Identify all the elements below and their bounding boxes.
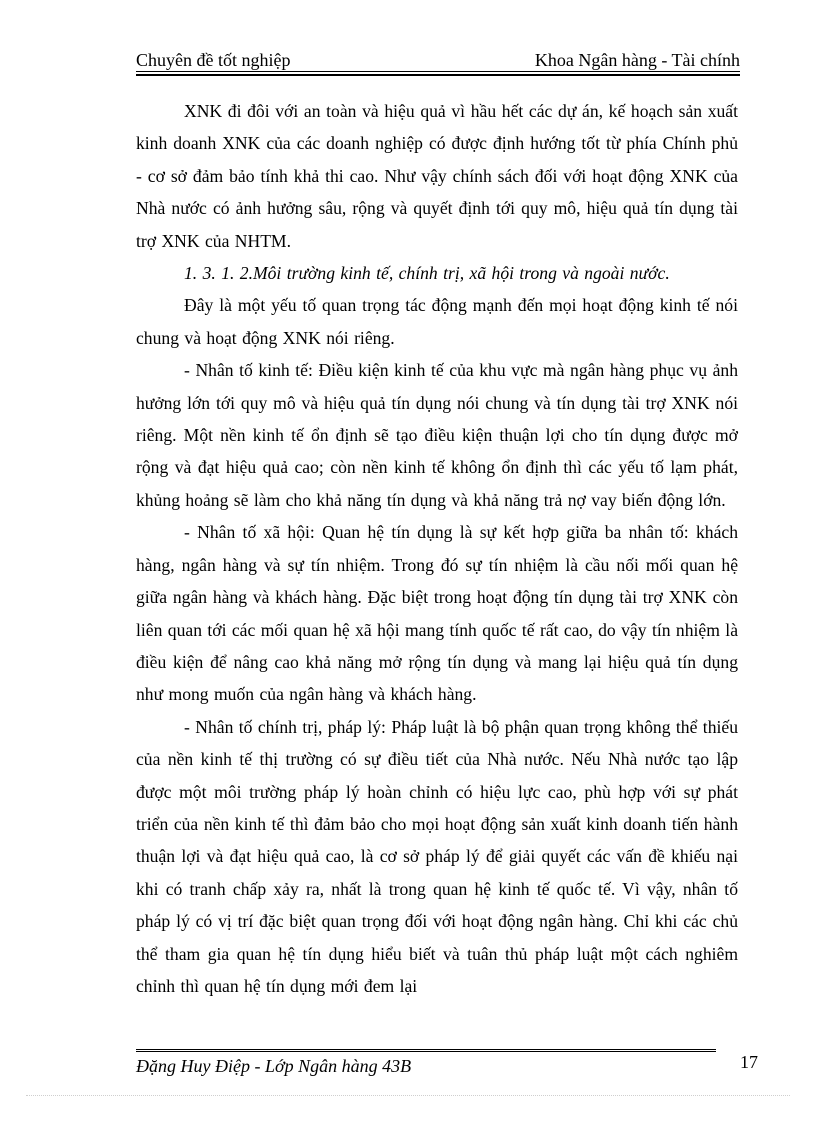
body-text xyxy=(136,95,738,1002)
paragraph-social-factor: - Nhân tố xã hội: Quan hệ tín dụng là sự kết hợp giữa ba nhân tố: khách hàng, ngân hàng và sự tín nhiệm. Trong đó sự tín nhiệm là cầu nối mối quan hệ giữa ngân hàng và khách hàng. Đặc biệt trong hoạt động tín dụng tài trợ XNK còn liên quan tới các mối quan hệ xã hội mang tính quốc tế rất cao, do vậy tín nhiệm là điều kiện để nâng cao khả năng mở rộng tín dụng và mang lại hiệu quả tín dụng như mong muốn của ngân hàng và khách hàng. xyxy=(136,522,738,705)
paragraph-2: Đây là một yếu tố quan trọng tác động mạnh đến mọi hoạt động kinh tế nói chung và hoạt động XNK nói riêng. xyxy=(136,295,738,348)
page-bottom-dotted-line xyxy=(26,1095,790,1096)
page-number: 17 xyxy=(740,1052,758,1072)
header-divider xyxy=(136,71,740,72)
paragraph-economic-factor: - Nhân tố kinh tế: Điều kiện kinh tế của khu vực mà ngân hàng phục vụ ảnh hưởng lớn tới quy mô và hiệu quả tín dụng nói chung và tín dụng tài trợ XNK nói riêng. Một nền kinh tế ổn định sẽ tạo điều kiện thuận lợi cho tín dụng được mở rộng và đạt hiệu quả cao; còn nền kinh tế không ổn định thì các yếu tố lạm phát, khủng hoảng sẽ làm cho khả năng tín dụng và khả năng trả nợ vay biến động lớn. xyxy=(136,360,738,510)
page-header xyxy=(136,50,740,72)
footer-divider xyxy=(136,1049,716,1052)
header-right-title: Khoa Ngân hàng - Tài chính xyxy=(534,50,740,70)
paragraph-political-legal-factor: - Nhân tố chính trị, pháp lý: Pháp luật là bộ phận quan trọng không thể thiếu của nền kinh tế thị trường có sự điều tiết của Nhà nước. Nếu Nhà nước tạo lập được một môi trường pháp lý hoàn chỉnh có hiệu lực cao, phù hợp với sự phát triển của nền kinh tế thì đảm bảo cho mọi hoạt động sản xuất kinh doanh tiến hành thuận lợi và đạt hiệu quả cao, là cơ sở pháp lý để giải quyết các vấn đề khiếu nại khi có tranh chấp xảy ra, nhất là trong quan hệ kinh tế quốc tế. Vì vậy, nhân tố pháp lý có vị trí đặc biệt quan trọng đối với hoạt động ngân hàng. Chỉ khi các chủ thể tham gia quan hệ tín dụng hiểu biết và tuân thủ pháp luật một cách nghiêm chỉnh thì quan hệ tín dụng mới đem lại xyxy=(136,716,738,996)
header-left-title: Chuyên đề tốt nghiệp xyxy=(136,50,291,70)
header-divider-thick xyxy=(136,74,740,76)
footer-author: Đặng Huy Điệp - Lớp Ngân hàng 43B xyxy=(136,1056,412,1076)
paragraph-1: XNK đi đôi với an toàn và hiệu quả vì hầu hết các dự án, kế hoạch sản xuất kinh doanh XNK của các doanh nghiệp có được định hướng tốt từ phía Chính phủ - cơ sở đảm bảo tính khả thi cao. Như vậy chính sách đối với hoạt động XNK của Nhà nước có ảnh hưởng sâu, rộng và quyết định tới quy mô, hiệu quả tín dụng tài trợ XNK của NHTM. xyxy=(136,101,738,251)
section-heading: 1. 3. 1. 2.Môi trường kinh tế, chính trị, xã hội trong và ngoài nước. xyxy=(184,263,670,284)
